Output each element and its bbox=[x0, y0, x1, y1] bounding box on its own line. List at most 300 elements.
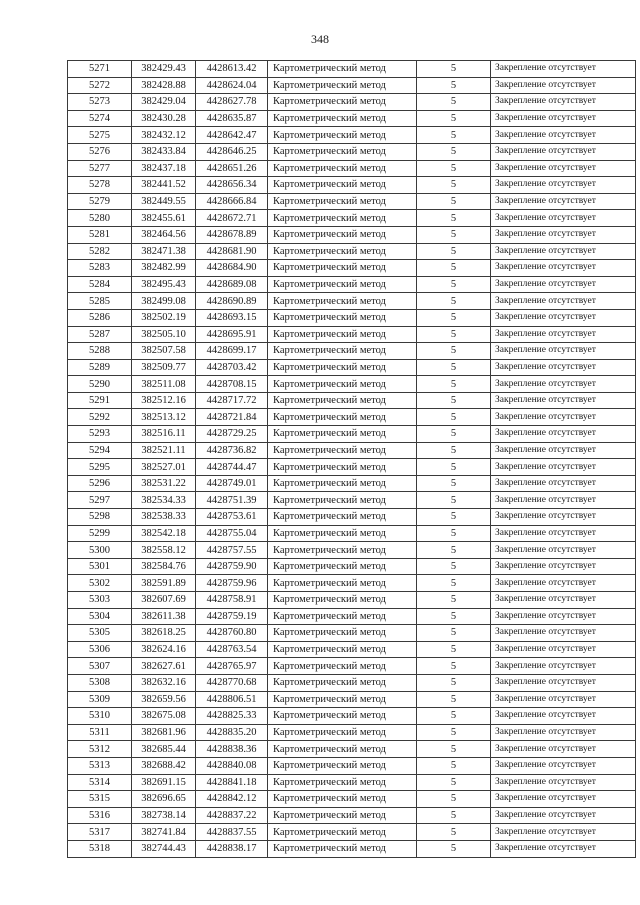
method-cell: Картометрический метод bbox=[268, 708, 417, 725]
y-coordinate-cell: 4428627.78 bbox=[196, 94, 268, 111]
x-coordinate-cell: 382675.08 bbox=[132, 708, 196, 725]
method-cell: Картометрический метод bbox=[268, 343, 417, 360]
accuracy-cell: 5 bbox=[417, 757, 491, 774]
accuracy-cell: 5 bbox=[417, 807, 491, 824]
fixation-cell: Закрепление отсутствует bbox=[491, 61, 636, 78]
method-cell: Картометрический метод bbox=[268, 260, 417, 277]
fixation-cell: Закрепление отсутствует bbox=[491, 542, 636, 559]
fixation-cell: Закрепление отсутствует bbox=[491, 824, 636, 841]
x-coordinate-cell: 382511.08 bbox=[132, 376, 196, 393]
method-cell: Картометрический метод bbox=[268, 177, 417, 194]
y-coordinate-cell: 4428729.25 bbox=[196, 426, 268, 443]
method-cell: Картометрический метод bbox=[268, 376, 417, 393]
accuracy-cell: 5 bbox=[417, 226, 491, 243]
accuracy-cell: 5 bbox=[417, 160, 491, 177]
x-coordinate-cell: 382627.61 bbox=[132, 658, 196, 675]
accuracy-cell: 5 bbox=[417, 177, 491, 194]
point-number-cell: 5301 bbox=[68, 558, 132, 575]
fixation-cell: Закрепление отсутствует bbox=[491, 77, 636, 94]
point-number-cell: 5294 bbox=[68, 442, 132, 459]
fixation-cell: Закрепление отсутствует bbox=[491, 243, 636, 260]
table-row bbox=[68, 160, 636, 177]
y-coordinate-cell: 4428708.15 bbox=[196, 376, 268, 393]
y-coordinate-cell: 4428755.04 bbox=[196, 525, 268, 542]
accuracy-cell: 5 bbox=[417, 525, 491, 542]
accuracy-cell: 5 bbox=[417, 326, 491, 343]
accuracy-cell: 5 bbox=[417, 791, 491, 808]
y-coordinate-cell: 4428838.17 bbox=[196, 840, 268, 857]
point-number-cell: 5288 bbox=[68, 343, 132, 360]
y-coordinate-cell: 4428678.89 bbox=[196, 226, 268, 243]
point-number-cell: 5316 bbox=[68, 807, 132, 824]
method-cell: Картометрический метод bbox=[268, 509, 417, 526]
table-row bbox=[68, 459, 636, 476]
accuracy-cell: 5 bbox=[417, 426, 491, 443]
method-cell: Картометрический метод bbox=[268, 724, 417, 741]
accuracy-cell: 5 bbox=[417, 409, 491, 426]
x-coordinate-cell: 382512.16 bbox=[132, 392, 196, 409]
x-coordinate-cell: 382696.65 bbox=[132, 791, 196, 808]
table-row bbox=[68, 293, 636, 310]
fixation-cell: Закрепление отсутствует bbox=[491, 426, 636, 443]
accuracy-cell: 5 bbox=[417, 442, 491, 459]
table-row bbox=[68, 658, 636, 675]
point-number-cell: 5292 bbox=[68, 409, 132, 426]
fixation-cell: Закрепление отсутствует bbox=[491, 475, 636, 492]
table-row bbox=[68, 558, 636, 575]
table-row bbox=[68, 492, 636, 509]
y-coordinate-cell: 4428837.55 bbox=[196, 824, 268, 841]
fixation-cell: Закрепление отсутствует bbox=[491, 791, 636, 808]
x-coordinate-cell: 382741.84 bbox=[132, 824, 196, 841]
fixation-cell: Закрепление отсутствует bbox=[491, 309, 636, 326]
y-coordinate-cell: 4428635.87 bbox=[196, 110, 268, 127]
point-number-cell: 5310 bbox=[68, 708, 132, 725]
fixation-cell: Закрепление отсутствует bbox=[491, 509, 636, 526]
fixation-cell: Закрепление отсутствует bbox=[491, 708, 636, 725]
point-number-cell: 5315 bbox=[68, 791, 132, 808]
fixation-cell: Закрепление отсутствует bbox=[491, 757, 636, 774]
fixation-cell: Закрепление отсутствует bbox=[491, 641, 636, 658]
fixation-cell: Закрепление отсутствует bbox=[491, 674, 636, 691]
fixation-cell: Закрепление отсутствует bbox=[491, 94, 636, 111]
x-coordinate-cell: 382607.69 bbox=[132, 592, 196, 609]
method-cell: Картометрический метод bbox=[268, 824, 417, 841]
table-row bbox=[68, 359, 636, 376]
accuracy-cell: 5 bbox=[417, 542, 491, 559]
point-number-cell: 5274 bbox=[68, 110, 132, 127]
method-cell: Картометрический метод bbox=[268, 608, 417, 625]
x-coordinate-cell: 382744.43 bbox=[132, 840, 196, 857]
method-cell: Картометрический метод bbox=[268, 110, 417, 127]
point-number-cell: 5306 bbox=[68, 641, 132, 658]
x-coordinate-cell: 382449.55 bbox=[132, 193, 196, 210]
point-number-cell: 5304 bbox=[68, 608, 132, 625]
table-row bbox=[68, 376, 636, 393]
x-coordinate-cell: 382527.01 bbox=[132, 459, 196, 476]
table-row bbox=[68, 110, 636, 127]
y-coordinate-cell: 4428838.36 bbox=[196, 741, 268, 758]
point-number-cell: 5290 bbox=[68, 376, 132, 393]
y-coordinate-cell: 4428721.84 bbox=[196, 409, 268, 426]
point-number-cell: 5309 bbox=[68, 691, 132, 708]
accuracy-cell: 5 bbox=[417, 77, 491, 94]
point-number-cell: 5284 bbox=[68, 276, 132, 293]
method-cell: Картометрический метод bbox=[268, 77, 417, 94]
y-coordinate-cell: 4428736.82 bbox=[196, 442, 268, 459]
table-row bbox=[68, 840, 636, 857]
fixation-cell: Закрепление отсутствует bbox=[491, 459, 636, 476]
method-cell: Картометрический метод bbox=[268, 542, 417, 559]
method-cell: Картометрический метод bbox=[268, 160, 417, 177]
point-number-cell: 5295 bbox=[68, 459, 132, 476]
x-coordinate-cell: 382455.61 bbox=[132, 210, 196, 227]
fixation-cell: Закрепление отсутствует bbox=[491, 575, 636, 592]
fixation-cell: Закрепление отсутствует bbox=[491, 741, 636, 758]
y-coordinate-cell: 4428749.01 bbox=[196, 475, 268, 492]
point-number-cell: 5277 bbox=[68, 160, 132, 177]
table-row bbox=[68, 77, 636, 94]
table-row bbox=[68, 61, 636, 78]
accuracy-cell: 5 bbox=[417, 575, 491, 592]
x-coordinate-cell: 382538.33 bbox=[132, 509, 196, 526]
point-number-cell: 5289 bbox=[68, 359, 132, 376]
coordinates-table-body bbox=[68, 61, 636, 858]
fixation-cell: Закрепление отсутствует bbox=[491, 840, 636, 857]
table-row bbox=[68, 343, 636, 360]
fixation-cell: Закрепление отсутствует bbox=[491, 691, 636, 708]
point-number-cell: 5271 bbox=[68, 61, 132, 78]
accuracy-cell: 5 bbox=[417, 143, 491, 160]
y-coordinate-cell: 4428763.54 bbox=[196, 641, 268, 658]
accuracy-cell: 5 bbox=[417, 509, 491, 526]
x-coordinate-cell: 382531.22 bbox=[132, 475, 196, 492]
table-row bbox=[68, 525, 636, 542]
method-cell: Картометрический метод bbox=[268, 143, 417, 160]
method-cell: Картометрический метод bbox=[268, 525, 417, 542]
point-number-cell: 5297 bbox=[68, 492, 132, 509]
accuracy-cell: 5 bbox=[417, 94, 491, 111]
method-cell: Картометрический метод bbox=[268, 558, 417, 575]
fixation-cell: Закрепление отсутствует bbox=[491, 392, 636, 409]
fixation-cell: Закрепление отсутствует bbox=[491, 774, 636, 791]
y-coordinate-cell: 4428835.20 bbox=[196, 724, 268, 741]
point-number-cell: 5293 bbox=[68, 426, 132, 443]
accuracy-cell: 5 bbox=[417, 359, 491, 376]
method-cell: Картометрический метод bbox=[268, 94, 417, 111]
table-row bbox=[68, 757, 636, 774]
fixation-cell: Закрепление отсутствует bbox=[491, 608, 636, 625]
accuracy-cell: 5 bbox=[417, 658, 491, 675]
accuracy-cell: 5 bbox=[417, 127, 491, 144]
table-row bbox=[68, 143, 636, 160]
y-coordinate-cell: 4428759.19 bbox=[196, 608, 268, 625]
fixation-cell: Закрепление отсутствует bbox=[491, 177, 636, 194]
y-coordinate-cell: 4428840.08 bbox=[196, 757, 268, 774]
fixation-cell: Закрепление отсутствует bbox=[491, 160, 636, 177]
table-row bbox=[68, 791, 636, 808]
x-coordinate-cell: 382584.76 bbox=[132, 558, 196, 575]
x-coordinate-cell: 382507.58 bbox=[132, 343, 196, 360]
x-coordinate-cell: 382429.43 bbox=[132, 61, 196, 78]
y-coordinate-cell: 4428744.47 bbox=[196, 459, 268, 476]
point-number-cell: 5312 bbox=[68, 741, 132, 758]
table-row bbox=[68, 94, 636, 111]
accuracy-cell: 5 bbox=[417, 243, 491, 260]
accuracy-cell: 5 bbox=[417, 276, 491, 293]
method-cell: Картометрический метод bbox=[268, 774, 417, 791]
accuracy-cell: 5 bbox=[417, 558, 491, 575]
method-cell: Картометрический метод bbox=[268, 226, 417, 243]
point-number-cell: 5317 bbox=[68, 824, 132, 841]
point-number-cell: 5279 bbox=[68, 193, 132, 210]
y-coordinate-cell: 4428753.61 bbox=[196, 509, 268, 526]
accuracy-cell: 5 bbox=[417, 492, 491, 509]
method-cell: Картометрический метод bbox=[268, 625, 417, 642]
fixation-cell: Закрепление отсутствует bbox=[491, 625, 636, 642]
table-row bbox=[68, 575, 636, 592]
point-number-cell: 5298 bbox=[68, 509, 132, 526]
method-cell: Картометрический метод bbox=[268, 326, 417, 343]
point-number-cell: 5273 bbox=[68, 94, 132, 111]
x-coordinate-cell: 382505.10 bbox=[132, 326, 196, 343]
fixation-cell: Закрепление отсутствует bbox=[491, 110, 636, 127]
y-coordinate-cell: 4428693.15 bbox=[196, 309, 268, 326]
point-number-cell: 5280 bbox=[68, 210, 132, 227]
fixation-cell: Закрепление отсутствует bbox=[491, 226, 636, 243]
point-number-cell: 5276 bbox=[68, 143, 132, 160]
table-row bbox=[68, 708, 636, 725]
y-coordinate-cell: 4428681.90 bbox=[196, 243, 268, 260]
fixation-cell: Закрепление отсутствует bbox=[491, 525, 636, 542]
point-number-cell: 5308 bbox=[68, 674, 132, 691]
x-coordinate-cell: 382432.12 bbox=[132, 127, 196, 144]
y-coordinate-cell: 4428695.91 bbox=[196, 326, 268, 343]
table-row bbox=[68, 210, 636, 227]
point-number-cell: 5314 bbox=[68, 774, 132, 791]
method-cell: Картометрический метод bbox=[268, 658, 417, 675]
method-cell: Картометрический метод bbox=[268, 127, 417, 144]
y-coordinate-cell: 4428684.90 bbox=[196, 260, 268, 277]
method-cell: Картометрический метод bbox=[268, 575, 417, 592]
y-coordinate-cell: 4428699.17 bbox=[196, 343, 268, 360]
method-cell: Картометрический метод bbox=[268, 807, 417, 824]
y-coordinate-cell: 4428656.34 bbox=[196, 177, 268, 194]
accuracy-cell: 5 bbox=[417, 260, 491, 277]
y-coordinate-cell: 4428672.71 bbox=[196, 210, 268, 227]
fixation-cell: Закрепление отсутствует bbox=[491, 343, 636, 360]
y-coordinate-cell: 4428717.72 bbox=[196, 392, 268, 409]
table-row bbox=[68, 592, 636, 609]
y-coordinate-cell: 4428842.12 bbox=[196, 791, 268, 808]
y-coordinate-cell: 4428759.90 bbox=[196, 558, 268, 575]
x-coordinate-cell: 382437.18 bbox=[132, 160, 196, 177]
point-number-cell: 5272 bbox=[68, 77, 132, 94]
y-coordinate-cell: 4428646.25 bbox=[196, 143, 268, 160]
accuracy-cell: 5 bbox=[417, 343, 491, 360]
table-row bbox=[68, 326, 636, 343]
method-cell: Картометрический метод bbox=[268, 276, 417, 293]
table-row bbox=[68, 509, 636, 526]
accuracy-cell: 5 bbox=[417, 741, 491, 758]
accuracy-cell: 5 bbox=[417, 708, 491, 725]
method-cell: Картометрический метод bbox=[268, 61, 417, 78]
x-coordinate-cell: 382521.11 bbox=[132, 442, 196, 459]
table-row bbox=[68, 674, 636, 691]
fixation-cell: Закрепление отсутствует bbox=[491, 442, 636, 459]
accuracy-cell: 5 bbox=[417, 824, 491, 841]
fixation-cell: Закрепление отсутствует bbox=[491, 724, 636, 741]
y-coordinate-cell: 4428642.47 bbox=[196, 127, 268, 144]
table-row bbox=[68, 309, 636, 326]
point-number-cell: 5300 bbox=[68, 542, 132, 559]
point-number-cell: 5299 bbox=[68, 525, 132, 542]
point-number-cell: 5283 bbox=[68, 260, 132, 277]
fixation-cell: Закрепление отсутствует bbox=[491, 592, 636, 609]
y-coordinate-cell: 4428837.22 bbox=[196, 807, 268, 824]
y-coordinate-cell: 4428841.18 bbox=[196, 774, 268, 791]
fixation-cell: Закрепление отсутствует bbox=[491, 143, 636, 160]
accuracy-cell: 5 bbox=[417, 110, 491, 127]
table-row bbox=[68, 824, 636, 841]
method-cell: Картометрический метод bbox=[268, 691, 417, 708]
x-coordinate-cell: 382659.56 bbox=[132, 691, 196, 708]
x-coordinate-cell: 382513.12 bbox=[132, 409, 196, 426]
table-row bbox=[68, 608, 636, 625]
point-number-cell: 5282 bbox=[68, 243, 132, 260]
coordinates-table bbox=[67, 60, 636, 858]
method-cell: Картометрический метод bbox=[268, 243, 417, 260]
point-number-cell: 5287 bbox=[68, 326, 132, 343]
x-coordinate-cell: 382542.18 bbox=[132, 525, 196, 542]
x-coordinate-cell: 382482.99 bbox=[132, 260, 196, 277]
method-cell: Картометрический метод bbox=[268, 459, 417, 476]
table-row bbox=[68, 243, 636, 260]
x-coordinate-cell: 382681.96 bbox=[132, 724, 196, 741]
x-coordinate-cell: 382516.11 bbox=[132, 426, 196, 443]
method-cell: Картометрический метод bbox=[268, 309, 417, 326]
method-cell: Картометрический метод bbox=[268, 359, 417, 376]
method-cell: Картометрический метод bbox=[268, 492, 417, 509]
method-cell: Картометрический метод bbox=[268, 409, 417, 426]
table-row bbox=[68, 392, 636, 409]
method-cell: Картометрический метод bbox=[268, 592, 417, 609]
accuracy-cell: 5 bbox=[417, 625, 491, 642]
fixation-cell: Закрепление отсутствует bbox=[491, 193, 636, 210]
x-coordinate-cell: 382691.15 bbox=[132, 774, 196, 791]
x-coordinate-cell: 382534.33 bbox=[132, 492, 196, 509]
method-cell: Картометрический метод bbox=[268, 840, 417, 857]
point-number-cell: 5307 bbox=[68, 658, 132, 675]
x-coordinate-cell: 382632.16 bbox=[132, 674, 196, 691]
point-number-cell: 5318 bbox=[68, 840, 132, 857]
y-coordinate-cell: 4428806.51 bbox=[196, 691, 268, 708]
page-number: 348 bbox=[311, 32, 329, 46]
fixation-cell: Закрепление отсутствует bbox=[491, 359, 636, 376]
table-row bbox=[68, 442, 636, 459]
method-cell: Картометрический метод bbox=[268, 442, 417, 459]
x-coordinate-cell: 382558.12 bbox=[132, 542, 196, 559]
fixation-cell: Закрепление отсутствует bbox=[491, 492, 636, 509]
accuracy-cell: 5 bbox=[417, 774, 491, 791]
point-number-cell: 5286 bbox=[68, 309, 132, 326]
table-row bbox=[68, 409, 636, 426]
x-coordinate-cell: 382430.28 bbox=[132, 110, 196, 127]
fixation-cell: Закрепление отсутствует bbox=[491, 260, 636, 277]
y-coordinate-cell: 4428759.96 bbox=[196, 575, 268, 592]
y-coordinate-cell: 4428666.84 bbox=[196, 193, 268, 210]
accuracy-cell: 5 bbox=[417, 309, 491, 326]
table-row bbox=[68, 260, 636, 277]
fixation-cell: Закрепление отсутствует bbox=[491, 293, 636, 310]
point-number-cell: 5313 bbox=[68, 757, 132, 774]
x-coordinate-cell: 382428.88 bbox=[132, 77, 196, 94]
accuracy-cell: 5 bbox=[417, 392, 491, 409]
point-number-cell: 5311 bbox=[68, 724, 132, 741]
point-number-cell: 5285 bbox=[68, 293, 132, 310]
accuracy-cell: 5 bbox=[417, 376, 491, 393]
table-row bbox=[68, 177, 636, 194]
x-coordinate-cell: 382688.42 bbox=[132, 757, 196, 774]
x-coordinate-cell: 382495.43 bbox=[132, 276, 196, 293]
x-coordinate-cell: 382499.08 bbox=[132, 293, 196, 310]
x-coordinate-cell: 382471.38 bbox=[132, 243, 196, 260]
x-coordinate-cell: 382509.77 bbox=[132, 359, 196, 376]
fixation-cell: Закрепление отсутствует bbox=[491, 658, 636, 675]
fixation-cell: Закрепление отсутствует bbox=[491, 376, 636, 393]
y-coordinate-cell: 4428765.97 bbox=[196, 658, 268, 675]
table-row bbox=[68, 475, 636, 492]
x-coordinate-cell: 382433.84 bbox=[132, 143, 196, 160]
table-row bbox=[68, 774, 636, 791]
x-coordinate-cell: 382464.56 bbox=[132, 226, 196, 243]
y-coordinate-cell: 4428690.89 bbox=[196, 293, 268, 310]
fixation-cell: Закрепление отсутствует bbox=[491, 210, 636, 227]
accuracy-cell: 5 bbox=[417, 840, 491, 857]
accuracy-cell: 5 bbox=[417, 608, 491, 625]
x-coordinate-cell: 382738.14 bbox=[132, 807, 196, 824]
method-cell: Картометрический метод bbox=[268, 210, 417, 227]
method-cell: Картометрический метод bbox=[268, 674, 417, 691]
table-row bbox=[68, 426, 636, 443]
y-coordinate-cell: 4428770.68 bbox=[196, 674, 268, 691]
y-coordinate-cell: 4428760.80 bbox=[196, 625, 268, 642]
method-cell: Картометрический метод bbox=[268, 293, 417, 310]
point-number-cell: 5275 bbox=[68, 127, 132, 144]
point-number-cell: 5303 bbox=[68, 592, 132, 609]
accuracy-cell: 5 bbox=[417, 592, 491, 609]
y-coordinate-cell: 4428613.42 bbox=[196, 61, 268, 78]
method-cell: Картометрический метод bbox=[268, 741, 417, 758]
accuracy-cell: 5 bbox=[417, 459, 491, 476]
table-row bbox=[68, 625, 636, 642]
y-coordinate-cell: 4428689.08 bbox=[196, 276, 268, 293]
point-number-cell: 5281 bbox=[68, 226, 132, 243]
table-row bbox=[68, 276, 636, 293]
x-coordinate-cell: 382611.38 bbox=[132, 608, 196, 625]
point-number-cell: 5302 bbox=[68, 575, 132, 592]
fixation-cell: Закрепление отсутствует bbox=[491, 558, 636, 575]
point-number-cell: 5305 bbox=[68, 625, 132, 642]
y-coordinate-cell: 4428651.26 bbox=[196, 160, 268, 177]
method-cell: Картометрический метод bbox=[268, 392, 417, 409]
fixation-cell: Закрепление отсутствует bbox=[491, 276, 636, 293]
x-coordinate-cell: 382618.25 bbox=[132, 625, 196, 642]
y-coordinate-cell: 4428703.42 bbox=[196, 359, 268, 376]
y-coordinate-cell: 4428825.33 bbox=[196, 708, 268, 725]
method-cell: Картометрический метод bbox=[268, 641, 417, 658]
table-row bbox=[68, 691, 636, 708]
